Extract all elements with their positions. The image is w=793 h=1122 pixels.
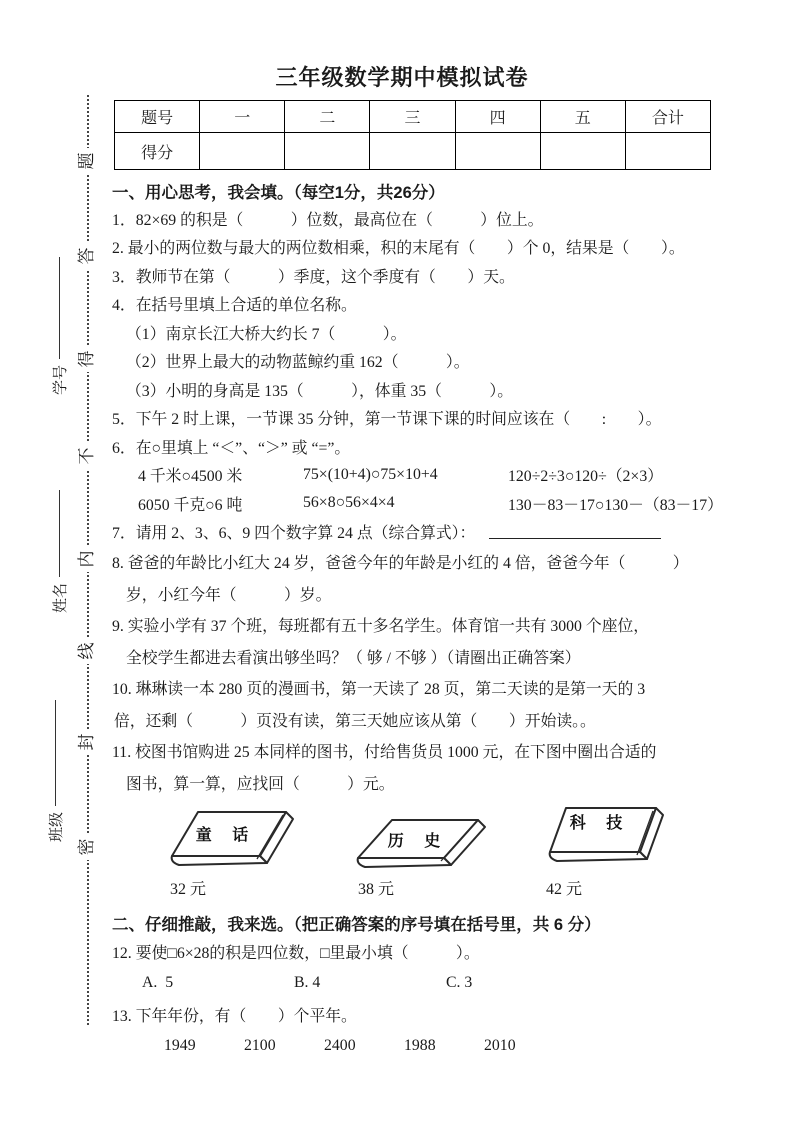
question-8-line-2: 岁，小红今年（ ）岁。 (126, 586, 332, 604)
question-4-sub-1: （1）南京长江大桥大约长 7（ ）。 (126, 325, 407, 343)
question-12-options (112, 968, 724, 1000)
option-c: C. 3 (446, 974, 473, 992)
question-13: 13. 下年年份，有（ ）个平年。 (112, 1008, 357, 1026)
book-price: 32 元 (170, 881, 207, 898)
compare-item: 56×8○56×4×4 (303, 494, 395, 512)
question-4-sub-3: （3）小明的身高是 135（ ），体重 35（ ）。 (126, 382, 514, 400)
score-cell (540, 133, 625, 170)
question-6: 6．在○里填上 “＜”、“＞” 或 “=”。 (112, 439, 351, 457)
book-title: 童 话 (195, 827, 257, 844)
question-9-line-1: 9. 实验小学有 37 个班，每班都有五十多名学生。体育馆一共有 3000 个座位， (112, 618, 650, 636)
year-item: 2010 (484, 1037, 516, 1055)
score-cell (285, 133, 370, 170)
section-1-heading: 一、用心思考，我会填。（每空1分，共26分） (112, 184, 445, 202)
book-history (346, 802, 506, 902)
score-table-header-row (115, 101, 711, 133)
question-9-line-2: 全校学生都进去看演出够坐吗？（ 够 / 不够 ）（请圈出正确答案） (126, 649, 581, 667)
question-10-line-2: 倍，还剩（ ）页没有读，第三天她应该从第（ ）开始读。。 (114, 712, 596, 730)
seal-char: 不 (76, 443, 98, 469)
book-icon (158, 802, 308, 878)
compare-item: 6050 千克○6 吨 (138, 496, 243, 514)
question-12: 12. 要使□6×28的积是四位数，□里最小填（ ）。 (112, 945, 480, 963)
question-6-row-1 (112, 461, 724, 490)
year-item: 2400 (324, 1037, 356, 1055)
seal-char: 线 (76, 638, 98, 664)
question-11-line-2: 图书，算一算，应找回（ ）元。 (126, 775, 395, 793)
question-1: 1．82×69 的积是（ ）位数，最高位在（ ）位上。 (112, 211, 544, 229)
compare-item: 75×(10+4)○75×10+4 (303, 465, 438, 483)
class-label: 班级 (48, 811, 65, 842)
question-8-line-1: 8. 爸爸的年龄比小红大 24 岁，爸爸今年的年龄是小红的 4 倍，爸爸今年（ ） (112, 555, 689, 573)
question-2: 2. 最小的两位数与最大的两位数相乘，积的末尾有（ ）个 0，结果是（ ）。 (112, 240, 685, 258)
year-item: 1988 (404, 1037, 436, 1055)
class-field (44, 700, 66, 842)
seal-char: 密 (76, 834, 98, 860)
student-id-field (48, 257, 70, 395)
score-table-header: 五 (540, 101, 625, 133)
seal-char: 内 (76, 546, 98, 572)
year-item: 2100 (244, 1037, 276, 1055)
section-2-heading: 二、仔细推敲，我来选。（把正确答案的序号填在括号里，共 6 分） (112, 916, 601, 934)
answer-blank-line (489, 538, 661, 539)
question-11-line-1: 11. 校图书馆购进 25 本同样的图书，付给售货员 1000 元，在下图中圈出合适的 (112, 744, 657, 762)
student-id-blank (59, 257, 60, 359)
student-name-field (48, 490, 70, 613)
score-table (114, 100, 711, 170)
books-illustration (158, 802, 724, 902)
compare-item: 4 千米○4500 米 (138, 468, 243, 486)
book-icon (346, 802, 496, 878)
score-cell (370, 133, 455, 170)
compare-item: 130－83－17○130－（83－17） (508, 496, 723, 514)
question-4: 4．在括号里填上合适的单位名称。 (112, 297, 357, 315)
option-a: A. 5 (142, 974, 174, 992)
book-title: 科 技 (569, 815, 631, 832)
question-7-text: 7．请用 2、3、6、9 四个数字算 24 点（综合算式）： (112, 525, 476, 543)
question-10-line-1: 10. 琳琳读一本 280 页的漫画书，第一天读了 28 页，第二天读的是第一天的 3 (112, 681, 646, 699)
score-cell (455, 133, 540, 170)
page-title: 三年级数学期中模拟试卷 (275, 65, 529, 90)
book-price: 42 元 (546, 881, 583, 898)
exam-content (112, 60, 724, 1062)
student-name-label: 姓名 (52, 582, 69, 613)
seal-char: 答 (76, 243, 98, 269)
question-6-row-2 (112, 489, 724, 518)
question-5: 5．下午 2 时上课，一节课 35 分钟，第一节课下课的时间应该在（ : ）。 (112, 411, 662, 429)
question-4-sub-2: （2）世界上最大的动物蓝鲸约重 162（ ）。 (126, 354, 470, 372)
score-table-header: 四 (455, 101, 540, 133)
score-table-header: 题号 (115, 101, 200, 133)
score-table-header: 三 (370, 101, 455, 133)
book-title: 历 史 (387, 833, 449, 850)
question-13-years (112, 1031, 724, 1063)
student-name-blank (59, 490, 60, 577)
seal-char: 封 (76, 729, 98, 755)
book-science (534, 802, 694, 902)
class-blank (55, 700, 56, 806)
book-fairy-tale (158, 802, 318, 902)
score-row-label: 得分 (115, 133, 200, 170)
question-3: 3．教师节在第（ ）季度，这个季度有（ ）天。 (112, 268, 515, 286)
seal-char: 得 (76, 346, 98, 372)
score-cell (625, 133, 710, 170)
student-id-label: 学号 (52, 364, 69, 395)
option-b: B. 4 (294, 974, 321, 992)
book-price: 38 元 (358, 881, 395, 898)
year-item: 1949 (164, 1037, 196, 1055)
question-7 (112, 518, 724, 547)
score-table-header: 二 (285, 101, 370, 133)
compare-item: 120÷2÷3○120÷（2×3） (508, 468, 664, 486)
score-table-header: 合计 (625, 101, 710, 133)
score-table-header: 一 (200, 101, 285, 133)
book-icon (534, 802, 684, 878)
seal-char: 题 (76, 148, 98, 174)
score-table-score-row (115, 133, 711, 170)
score-cell (200, 133, 285, 170)
